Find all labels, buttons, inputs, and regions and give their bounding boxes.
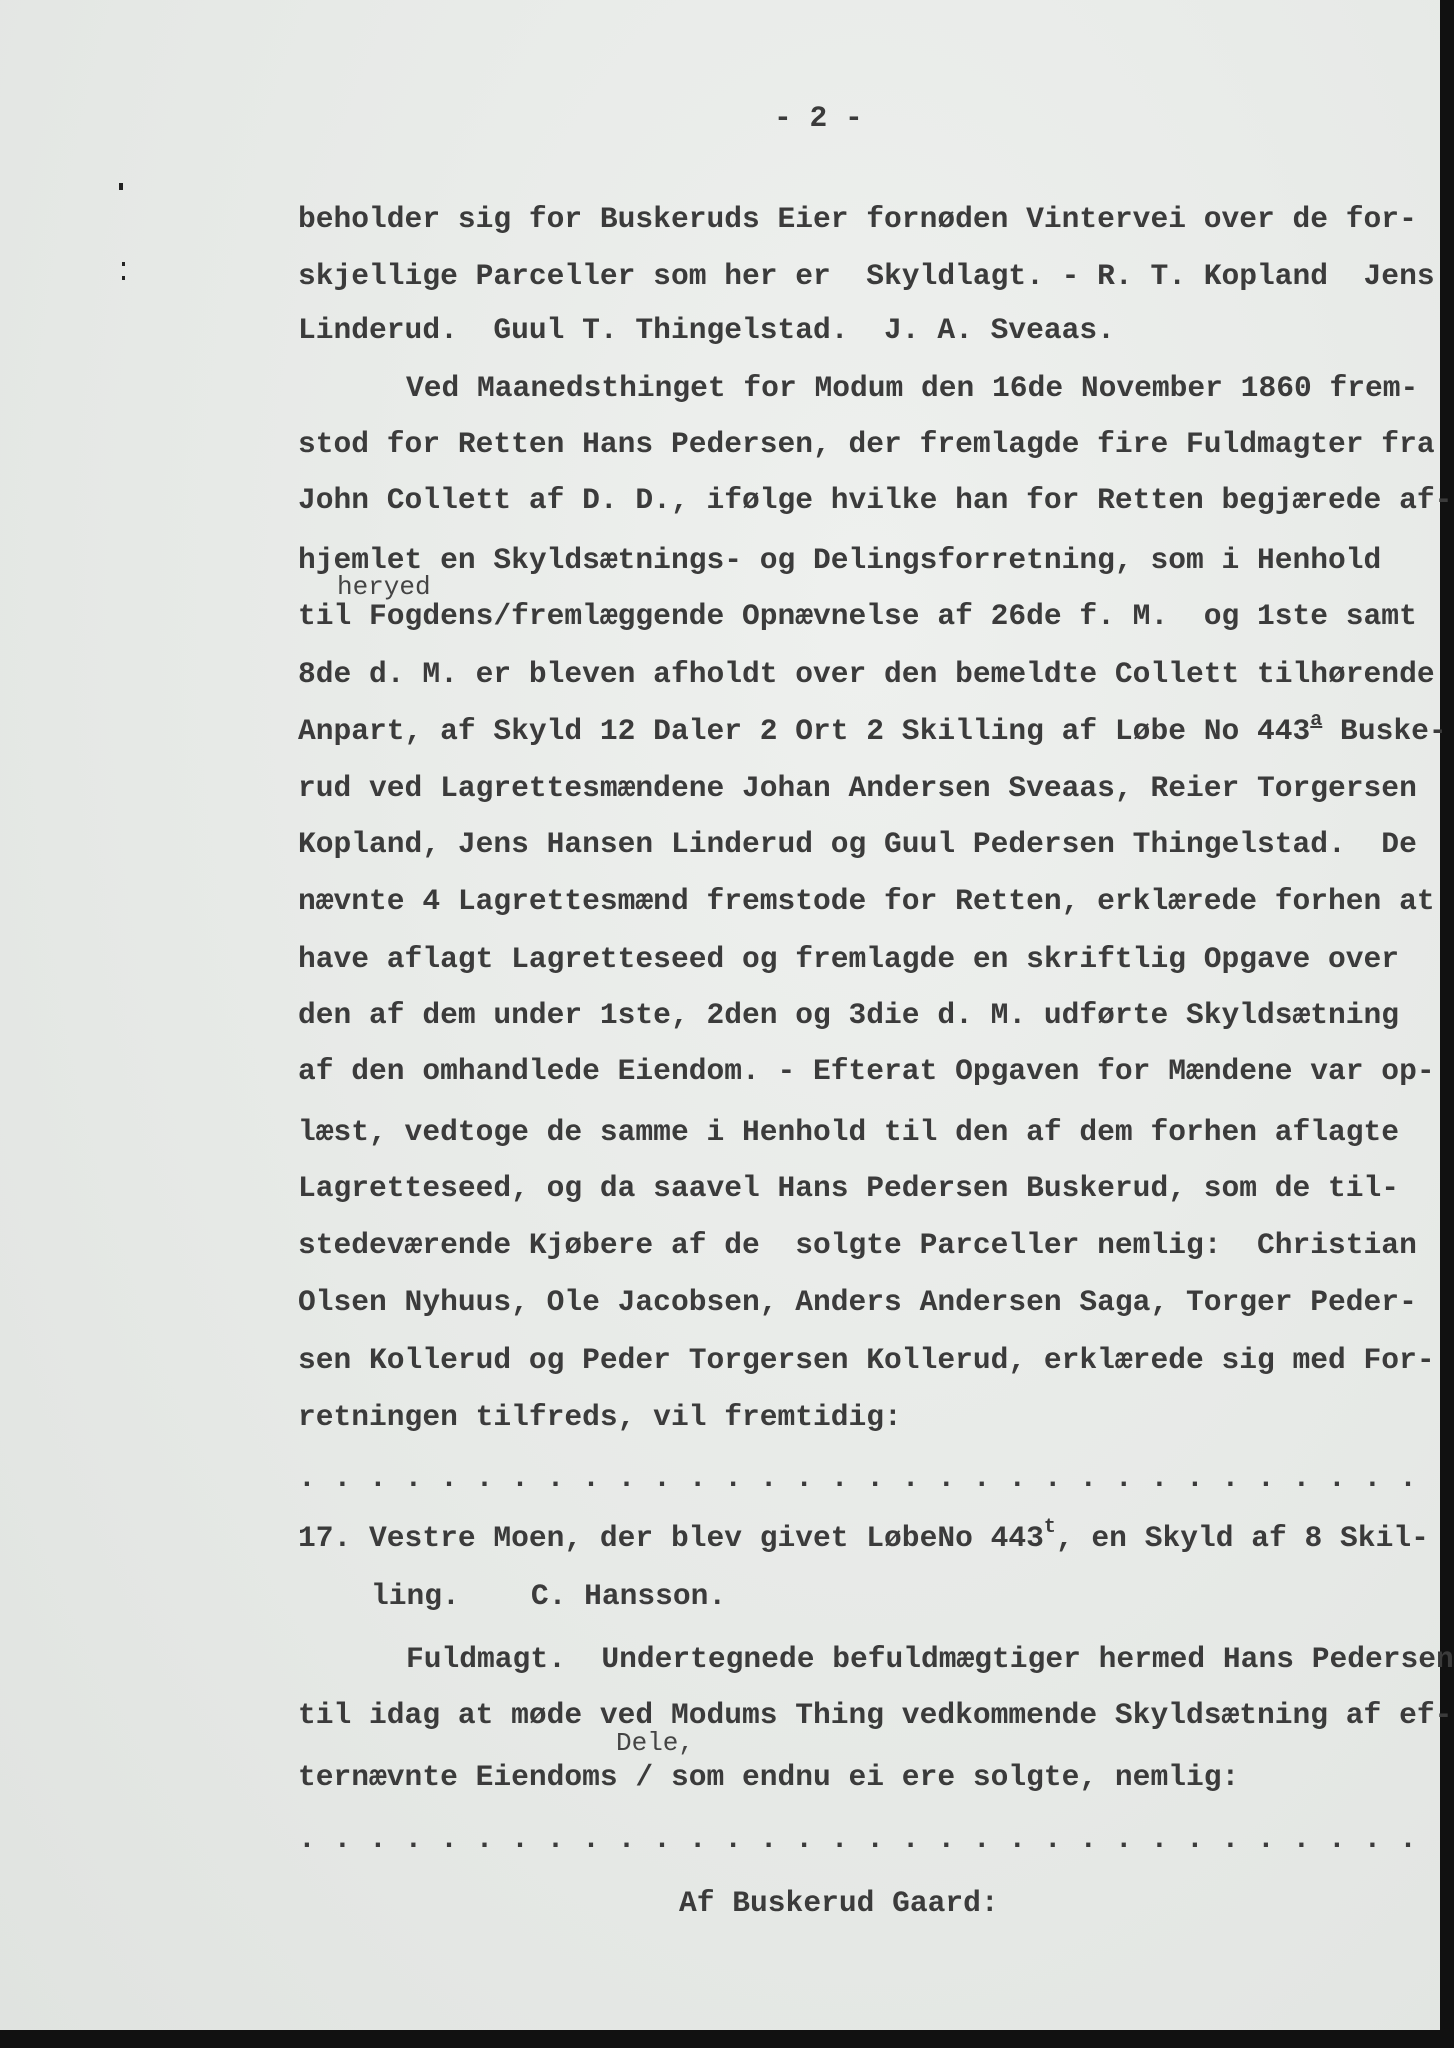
superscript: t — [1043, 1516, 1056, 1539]
text-line: 8de d. M. er bleven afholdt over den bemeldte Collett tilhørende — [298, 657, 1435, 691]
text-line: sen Kollerud og Peder Torgersen Kollerud, erklærede sig med For- — [298, 1343, 1435, 1377]
ellipsis-row: . . . . . . . . . . . . . . . . . . . . . . . . . . . . . . . . — [298, 1822, 1417, 1856]
ellipsis-row: . . . . . . . . . . . . . . . . . . . . . . . . . . . . . . . . — [298, 1461, 1417, 1495]
text-line: ternævnte Eiendoms / som endnu ei ere solgte, nemlig: — [298, 1760, 1240, 1794]
text-line-main: Anpart, af Skyld 12 Daler 2 Ort 2 Skilling af Løbe No 443 — [298, 714, 1311, 748]
text-line: retningen tilfreds, vil fremtidig: — [298, 1400, 902, 1434]
text-line: stod for Retten Hans Pedersen, der fremlagde fire Fuldmagter fra — [298, 427, 1435, 461]
text-line: Olsen Nyhuus, Ole Jacobsen, Anders Andersen Saga, Torger Peder- — [298, 1285, 1417, 1319]
superscript: a — [1310, 709, 1323, 732]
text-line: beholder sig for Buskeruds Eier fornøden Vintervei over de for- — [298, 202, 1417, 236]
text-line: Lagretteseed, og da saavel Hans Pedersen Buskerud, som de til- — [298, 1171, 1400, 1205]
interlinear-insertion: heryed — [337, 572, 431, 602]
text-line-main: 17. Vestre Moen, der blev givet LøbeNo 443 — [298, 1521, 1044, 1555]
text-line: af den omhandlede Eiendom. - Efterat Opgaven for Mændene var op- — [298, 1054, 1435, 1088]
text-line: Ved Maanedsthinget for Modum den 16de November 1860 frem- — [406, 371, 1419, 405]
text-line — [298, 709, 1447, 753]
stray-mark — [119, 183, 123, 190]
stray-mark — [122, 262, 125, 266]
text-line: Af Buskerud Gaard: — [679, 1886, 999, 1920]
text-line: til Fogdens/fremlæggende Opnævnelse af 26de f. M. og 1ste samt — [298, 599, 1417, 633]
page-number: - 2 - — [774, 101, 863, 135]
text-line: til idag at møde ved Modums Thing vedkommende Skyldsætning af ef- — [298, 1698, 1453, 1732]
text-line: stedeværende Kjøbere af de solgte Parceller nemlig: Christian — [298, 1228, 1417, 1262]
text-line: den af dem under 1ste, 2den og 3die d. M. udførte Skyldsætning — [298, 998, 1400, 1032]
text-line: Kopland, Jens Hansen Linderud og Guul Pedersen Thingelstad. De — [298, 827, 1417, 861]
stray-mark — [122, 276, 125, 280]
text-line: hjemlet en Skyldsætnings- og Delingsforretning, som i Henhold — [298, 543, 1382, 577]
text-line: have aflagt Lagretteseed og fremlagde en skriftlig Opgave over — [298, 942, 1400, 976]
text-line-tail: Buske- — [1322, 714, 1447, 748]
text-line — [298, 1516, 1429, 1560]
text-line: rud ved Lagrettesmændene Johan Andersen Sveaas, Reier Torgersen — [298, 771, 1417, 805]
text-line: Linderud. Guul T. Thingelstad. J. A. Sveaas. — [298, 313, 1115, 347]
interlinear-insertion: Dele, — [616, 1728, 695, 1758]
text-line-tail: , en Skyld af 8 Skil- — [1055, 1521, 1429, 1555]
text-line: John Collett af D. D., ifølge hvilke han for Retten begjærede af- — [298, 483, 1453, 517]
text-line: læst, vedtoge de samme i Henhold til den af dem forhen aflagte — [298, 1115, 1400, 1149]
text-line: skjellige Parceller som her er Skyldlagt. - R. T. Kopland Jens — [298, 259, 1435, 293]
text-line: nævnte 4 Lagrettesmænd fremstode for Retten, erklærede forhen at — [298, 884, 1435, 918]
text-line: ling. C. Hansson. — [371, 1579, 727, 1613]
text-line: Fuldmagt. Undertegnede befuldmægtiger hermed Hans Pedersen — [406, 1642, 1454, 1676]
